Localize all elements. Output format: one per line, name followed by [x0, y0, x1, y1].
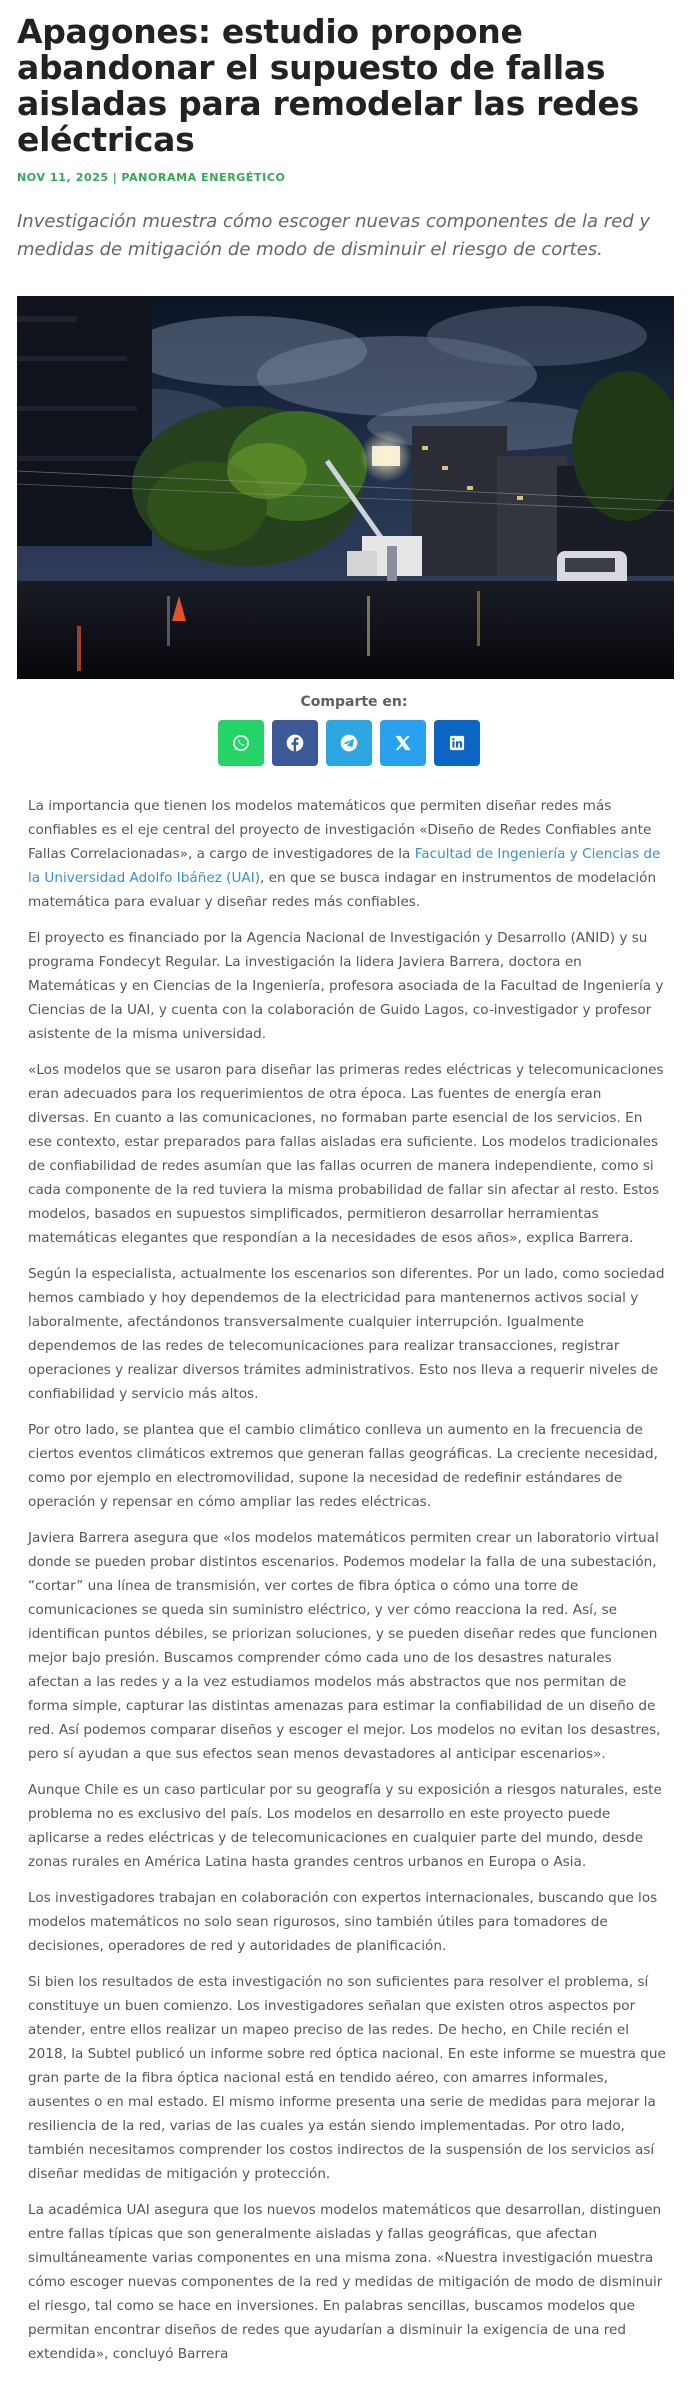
article-category[interactable]: PANORAMA ENERGÉTICO	[121, 171, 286, 184]
share-x-button[interactable]	[380, 720, 426, 766]
paragraph-4: Según la especialista, actualmente los escenarios son diferentes. Por un lado, como sociedad hemos cambiado y hoy dependemos de la electricidad para mantenernos activos social y laboralmente, afectándonos transversalmente cualquier interrupción. Igualmente dependemos de las redes de telecomunicaciones para realizar transacciones, registrar operaciones y realizar diversos trámites administrativos. Esto nos lleva a requerir niveles de confiabilidad y servicio más altos.	[28, 1266, 665, 1402]
meta-separator: |	[112, 171, 118, 184]
x-icon	[393, 733, 413, 753]
whatsapp-icon	[231, 733, 251, 753]
share-whatsapp-button[interactable]	[218, 720, 264, 766]
article-date: NOV 11, 2025	[17, 171, 109, 184]
paragraph-8: Los investigadores trabajan en colaboración con expertos internacionales, buscando que los modelos matemáticos no solo sean rigurosos, sino también útiles para tomadores de decisiones, operadores de red y autoridades de planificación.	[28, 1890, 658, 1954]
facebook-icon	[285, 733, 305, 753]
paragraph-7: Aunque Chile es un caso particular por su geografía y su exposición a riesgos naturales, este problema no es exclusivo del país. Los modelos en desarrollo en este proyecto puede aplicarse a redes eléctricas y de telecomunicaciones en cualquier parte del mundo, desde zonas rurales en América Latina hasta grandes centros urbanos en Europa o Asia.	[28, 1782, 662, 1870]
share-linkedin-button[interactable]	[434, 720, 480, 766]
article-meta	[17, 171, 285, 184]
linkedin-icon	[447, 733, 467, 753]
share-section	[0, 694, 690, 710]
uai-faculty-link[interactable]: Facultad de Ingeniería y Ciencias de la Universidad Adolfo Ibáñez (UAI)	[28, 846, 661, 886]
share-telegram-button[interactable]	[326, 720, 372, 766]
paragraph-10: La académica UAI asegura que los nuevos modelos matemáticos que desarrollan, distinguen entre fallas típicas que son generalmente aisladas y fallas geográficas, que afectan simultáneamente varias componentes en una misma zona. «Nuestra investigación muestra cómo escoger nuevas componentes de la red y medidas de mitigación de modo de disminuir el riesgo, tal como se hace en inversiones. En palabras sencillas, buscamos modelos que permitan encontrar diseños de redes que ayudarían a disminuir la exigencia de una red extendida», concluyó Barrera	[28, 2202, 663, 2362]
paragraph-9: Si bien los resultados de esta investigación no son suficientes para resolver el problema, sí constituye un buen comienzo. Los investigadores señalan que existen otros aspectos por atender, entre ellos realizar un mapeo preciso de las redes. De hecho, en Chile recién el 2018, la Subtel publicó un informe sobre red óptica nacional. En este informe se muestra que gran parte de la fibra óptica nacional está en tendido aéreo, con amarres informales, ausentes o en mal estado. El mismo informe presenta una serie de medidas para mejorar la resiliencia de la red, varias de las cuales ya están siendo implementadas. Por otro lado, también necesitamos comprender los costos indirectos de la suspensión de los servicios así diseñar medidas de mitigación y protección.	[28, 1974, 666, 2182]
share-facebook-button[interactable]	[272, 720, 318, 766]
article-title: Apagones: estudio propone abandonar el supuesto de fallas aisladas para remodelar las redes eléctricas	[17, 12, 639, 159]
paragraph-1-outro: , en que se busca indagar en instrumentos de modelación matemática para evaluar y diseñar redes más confiables.	[28, 870, 657, 910]
paragraph-2: El proyecto es financiado por la Agencia Nacional de Investigación y Desarrollo (ANID) y su programa Fondecyt Regular. La investigación la lidera Javiera Barrera, doctora en Matemáticas y en Ciencias de la Ingeniería, profesora asociada de la Facultad de Ingeniería y Ciencias de la UAI, y cuenta con la colaboración de Guido Lagos, co-investigador y profesor asistente de la misma universidad.	[28, 930, 664, 1042]
paragraph-1	[28, 794, 666, 914]
article-body	[28, 794, 666, 2378]
paragraph-1-intro: La importancia que tienen los modelos matemáticos que permiten diseñar redes más confiables es el eje central del proyecto de investigación «Diseño de Redes Confiables ante Fallas Correlacionadas», a cargo de investigadores de la	[28, 798, 652, 862]
share-buttons	[218, 720, 480, 766]
paragraph-3: «Los modelos que se usaron para diseñar las primeras redes eléctricas y telecomunicaciones eran adecuados para los requerimientos de otra época. Las fuentes de energía eran diversas. En cuanto a las comunicaciones, no formaban parte esencial de los servicios. En ese contexto, estar preparados para fallas aisladas era suficiente. Los modelos tradicionales de confiabilidad de redes asumían que las fallas ocurren de manera independiente, como si cada componente de la red tuviera la misma probabilidad de fallar sin afectar al resto. Estos modelos, basados en supuestos simplificados, permitieron desarrollar herramientas matemáticas elegantes que respondían a la necesidades de esos años», explica Barrera.	[28, 1062, 664, 1246]
telegram-icon	[339, 733, 359, 753]
share-label: Comparte en:	[300, 694, 408, 710]
paragraph-5: Por otro lado, se plantea que el cambio climático conlleva un aumento en la frecuencia de ciertos eventos climáticos extremos que generan fallas geográficas. La creciente necesidad, como por ejemplo en electromovilidad, supone la necesidad de redefinir estándares de operación y repensar en cómo ampliar las redes eléctricas.	[28, 1422, 658, 1510]
night-street-repair-photo	[17, 296, 674, 679]
paragraph-6: Javiera Barrera asegura que «los modelos matemáticos permiten crear un laboratorio virtual donde se pueden probar distintos escenarios. Podemos modelar la falla de una subestación, “cortar” una línea de transmisión, ver cortes de fibra óptica o cómo una torre de comunicaciones se queda sin suministro eléctrico, y ver cómo reacciona la red. Así, se identifican puntos débiles, se priorizan soluciones, y se pueden diseñar redes que funcionen mejor bajo presión. Buscamos comprender cómo cada uno de los desastres naturales afectan a las redes y a la vez estudiamos modelos más abstractos que nos permitan de forma simple, capturar las distintas amenazas para estimar la confiabilidad de un diseño de red. Así podemos comparar diseños y escoger el mejor. Los modelos no evitan los desastres, pero sí ayudan a que sus efectos sean menos devastadores al anticipar escenarios».	[28, 1530, 661, 1762]
article-lead: Investigación muestra cómo escoger nuevas componentes de la red y medidas de mitigación de modo de disminuir el riesgo de cortes.	[17, 211, 651, 260]
hero-image	[17, 296, 674, 679]
